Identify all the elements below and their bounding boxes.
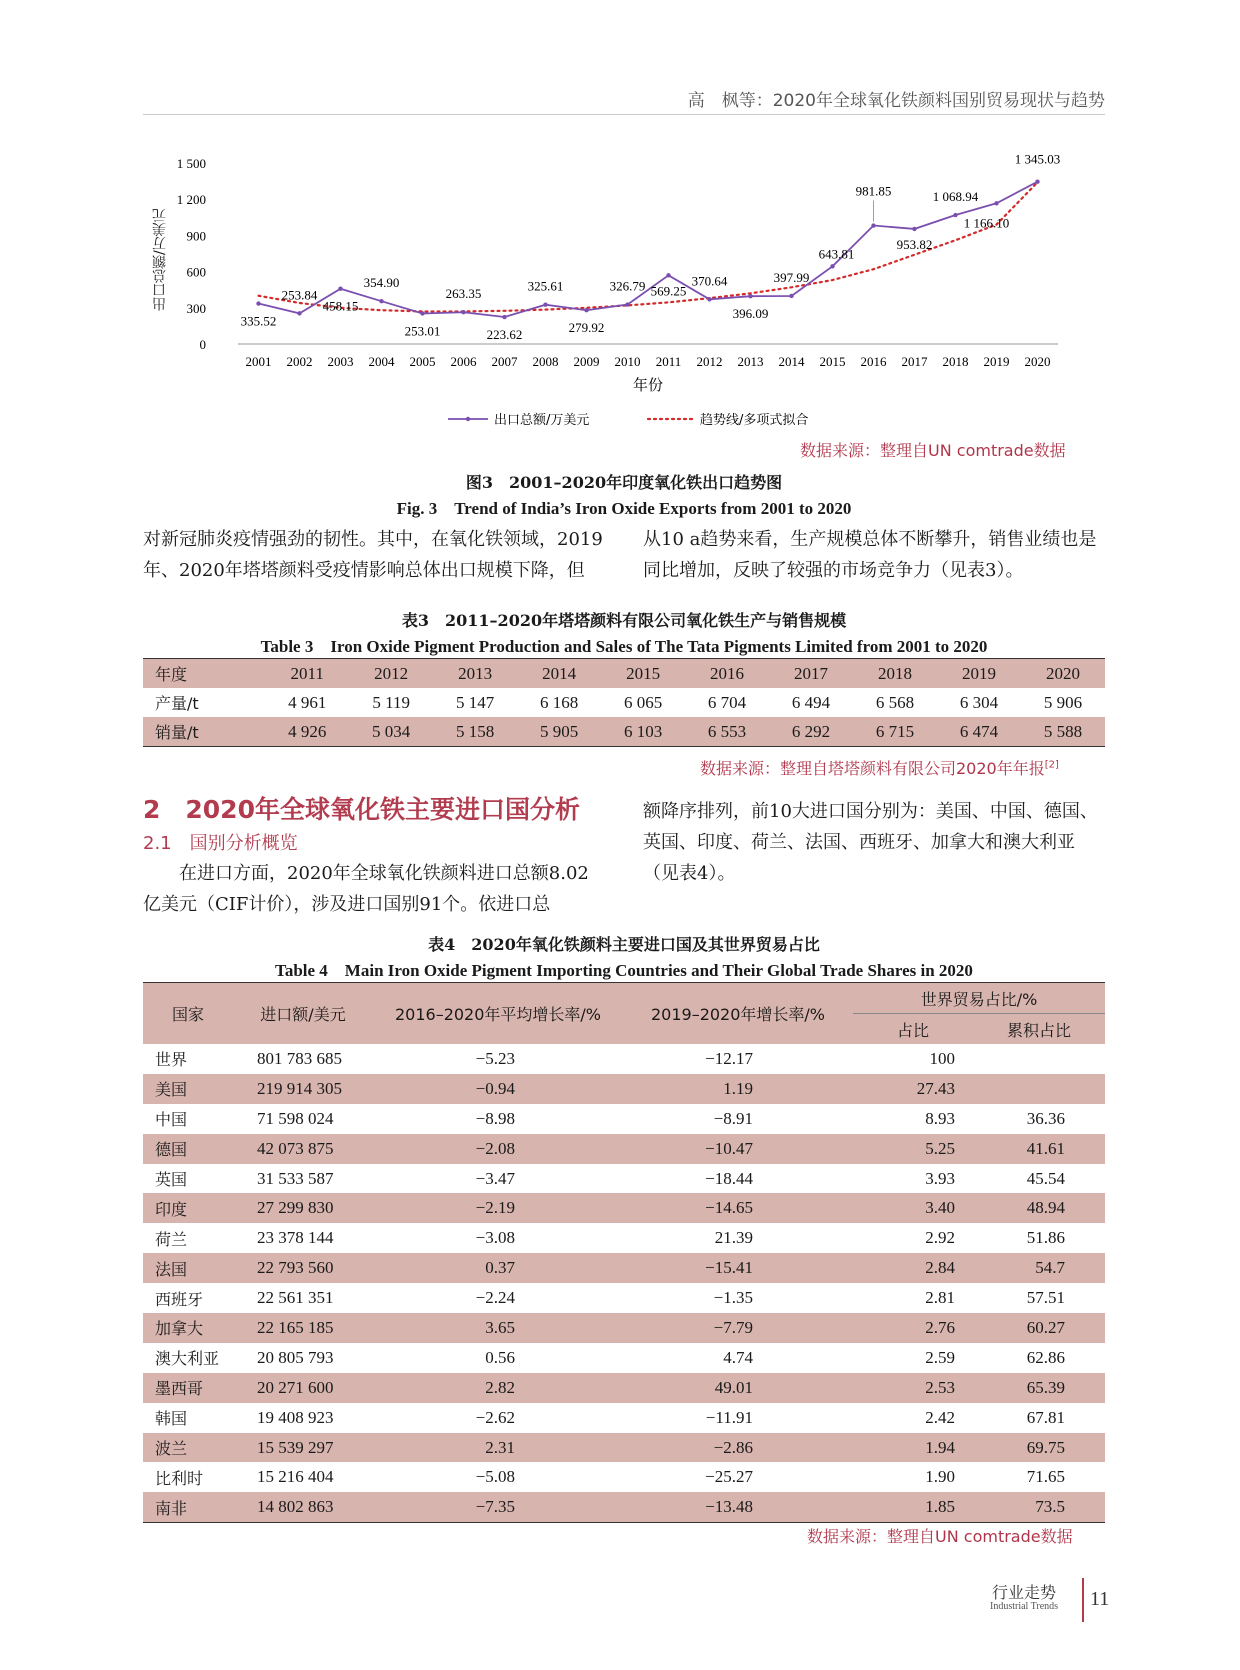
table-cell: −7.79 bbox=[623, 1313, 853, 1343]
table-cell: −2.08 bbox=[373, 1134, 623, 1164]
table-cell: 67.81 bbox=[1026, 1407, 1065, 1427]
y-tick-label: 1 500 bbox=[176, 156, 206, 171]
legend-marker-export bbox=[466, 417, 470, 421]
data-label: 397.99 bbox=[773, 269, 810, 285]
table-cell: 14 802 863 bbox=[233, 1492, 373, 1522]
india-export-line-chart bbox=[148, 148, 1088, 438]
data-label: 458.15 bbox=[322, 298, 359, 314]
table-cell: 27 299 830 bbox=[233, 1193, 373, 1223]
table-cell: −13.48 bbox=[623, 1492, 853, 1522]
table-cell: 1.85 bbox=[853, 1492, 973, 1522]
table-row bbox=[143, 1104, 1105, 1134]
table-cell: 2020 bbox=[1021, 659, 1105, 689]
table-cell: 南非 bbox=[143, 1492, 233, 1522]
table-cell: 韩国 bbox=[155, 1409, 188, 1429]
body-left-column-2 bbox=[143, 858, 605, 920]
table-cell: 8.93 bbox=[925, 1108, 955, 1128]
data-label: 253.84 bbox=[281, 287, 318, 303]
table-cell: 15 539 297 bbox=[233, 1433, 373, 1463]
table-row bbox=[143, 1373, 1105, 1403]
header-country: 国家 bbox=[143, 983, 233, 1045]
data-point bbox=[543, 303, 547, 307]
table-cell: −2.86 bbox=[623, 1433, 853, 1463]
table-cell: 42 073 875 bbox=[233, 1134, 373, 1164]
table-cell: 31 533 587 bbox=[257, 1168, 334, 1188]
header-share-group: 世界贸易占比/% bbox=[853, 983, 1105, 1014]
data-point bbox=[297, 311, 301, 315]
table3-caption-en: Table 3 Iron Oxide Pigment Production and Sales of The Tata Pigments Limited from 2001 to 2020 bbox=[260, 637, 988, 656]
table-cell: 22 561 351 bbox=[257, 1288, 334, 1308]
table-row bbox=[143, 1044, 1105, 1074]
table-cell: 西班牙 bbox=[155, 1289, 204, 1309]
x-tick-label: 2014 bbox=[778, 354, 805, 369]
data-label: 354.90 bbox=[363, 275, 400, 291]
header-import: 进口额/美元 bbox=[233, 983, 373, 1045]
table-cell: 22 793 560 bbox=[233, 1253, 373, 1283]
page-number: 11 bbox=[1090, 1588, 1110, 1610]
table3-tata-production-sales bbox=[143, 658, 1105, 747]
table-cell: 2014 bbox=[517, 659, 601, 689]
data-point bbox=[584, 308, 588, 312]
table-cell: 100 bbox=[929, 1048, 955, 1068]
data-label: 981.85 bbox=[855, 183, 892, 199]
table-cell: 2.53 bbox=[853, 1373, 973, 1403]
table-cell: 4.74 bbox=[723, 1347, 753, 1367]
table-cell: −7.35 bbox=[373, 1492, 623, 1522]
x-tick-label: 2006 bbox=[450, 354, 477, 369]
table-cell: 法国 bbox=[143, 1253, 233, 1283]
table-cell: 美国 bbox=[143, 1074, 233, 1104]
table4-source: 数据来源：整理自UN comtrade数据 bbox=[807, 1527, 1073, 1546]
legend-label-trend: 趋势线/多项式拟合 bbox=[700, 413, 809, 428]
data-label: 335.52 bbox=[240, 313, 277, 329]
table-cell: 印度 bbox=[143, 1193, 233, 1223]
table-cell: −2.24 bbox=[475, 1288, 515, 1308]
table-cell: 2018 bbox=[853, 659, 937, 689]
table-cell: −2.62 bbox=[475, 1407, 515, 1427]
table-cell: 19 408 923 bbox=[257, 1407, 334, 1427]
footer-section-zh: 行业走势 bbox=[992, 1583, 1057, 1602]
x-tick-label: 2002 bbox=[286, 354, 313, 369]
table-cell: 2015 bbox=[601, 659, 685, 689]
table-cell: 6 304 bbox=[959, 692, 999, 712]
data-label: 326.79 bbox=[609, 278, 646, 294]
table-cell: 0.37 bbox=[373, 1253, 623, 1283]
table-cell: −25.27 bbox=[705, 1467, 753, 1487]
table-cell: 销量/t bbox=[143, 717, 265, 747]
data-label: 1 345.03 bbox=[1014, 151, 1061, 167]
data-point bbox=[789, 294, 793, 298]
table-row bbox=[143, 1223, 1105, 1253]
table-cell: −12.17 bbox=[705, 1048, 753, 1068]
table-cell: −5.08 bbox=[475, 1467, 515, 1487]
table-cell: 6 292 bbox=[769, 717, 853, 747]
body-right-column-1 bbox=[643, 524, 1105, 586]
table-cell: 2.82 bbox=[373, 1373, 623, 1403]
table-cell: 2.92 bbox=[925, 1228, 955, 1248]
table-row bbox=[143, 717, 1105, 747]
data-point bbox=[748, 294, 752, 298]
table-cell: 71 598 024 bbox=[257, 1108, 334, 1128]
table-cell: 6 704 bbox=[707, 692, 747, 712]
x-tick-label: 2007 bbox=[491, 354, 518, 369]
data-point bbox=[625, 302, 629, 306]
paragraph-text: 额降序排列，前10大进口国分别为：美国、中国、德国、英国、印度、荷兰、法国、西班牙、加拿大和澳大利亚（见表4）。 bbox=[643, 801, 1098, 884]
x-tick-label: 2012 bbox=[696, 354, 723, 369]
data-label: 223.62 bbox=[486, 327, 523, 343]
table-row bbox=[143, 1074, 1105, 1104]
table-cell: 5 034 bbox=[349, 717, 433, 747]
table-cell: −5.23 bbox=[475, 1048, 515, 1068]
table-cell: 27.43 bbox=[853, 1074, 973, 1104]
x-tick-label: 2020 bbox=[1024, 354, 1051, 369]
table-cell: 2017 bbox=[769, 659, 853, 689]
table-cell: 6 168 bbox=[539, 692, 579, 712]
x-tick-label: 2015 bbox=[819, 354, 846, 369]
data-point bbox=[502, 315, 506, 319]
table-cell: 6 494 bbox=[791, 692, 831, 712]
table-cell: 2.84 bbox=[853, 1253, 973, 1283]
table-cell: 6 715 bbox=[853, 717, 937, 747]
x-tick-label: 2001 bbox=[245, 354, 272, 369]
table-cell: 比利时 bbox=[155, 1468, 204, 1488]
table-cell: 20 271 600 bbox=[233, 1373, 373, 1403]
table-cell: −10.47 bbox=[623, 1134, 853, 1164]
x-tick-label: 2003 bbox=[327, 354, 354, 369]
table-cell: 5 906 bbox=[1043, 692, 1083, 712]
paragraph-text: 对新冠肺炎疫情强劲的韧性。其中，在氧化铁领域，2019年、2020年塔塔颜料受疫情影响总体出口规模下降，但 bbox=[143, 529, 603, 581]
chart-y-axis-title: 出口总额/万美元 bbox=[152, 208, 168, 312]
x-tick-label: 2011 bbox=[655, 354, 682, 369]
table-cell: −11.91 bbox=[705, 1407, 753, 1427]
table-cell: 6 065 bbox=[623, 692, 663, 712]
table-cell: 57.51 bbox=[1026, 1288, 1065, 1308]
table-cell: 49.01 bbox=[623, 1373, 853, 1403]
table-cell: 2.31 bbox=[373, 1433, 623, 1463]
table-cell: 65.39 bbox=[973, 1373, 1105, 1403]
data-point bbox=[666, 273, 670, 277]
table-cell: 2011 bbox=[265, 659, 349, 689]
table-cell: 6 553 bbox=[685, 717, 769, 747]
data-label: 253.01 bbox=[404, 323, 441, 339]
table-cell: 英国 bbox=[155, 1170, 188, 1189]
table-cell: 中国 bbox=[155, 1110, 188, 1130]
data-label: 263.35 bbox=[445, 286, 482, 302]
table-row bbox=[143, 1164, 1105, 1194]
table-row bbox=[143, 1283, 1105, 1313]
table-cell: −3.47 bbox=[475, 1168, 515, 1188]
data-point bbox=[379, 299, 383, 303]
data-point bbox=[871, 223, 875, 227]
data-label: 569.25 bbox=[650, 283, 687, 299]
footer-section-en: Industrial Trends bbox=[990, 1601, 1059, 1612]
data-point bbox=[707, 297, 711, 301]
table-cell: 2012 bbox=[349, 659, 433, 689]
data-point bbox=[953, 213, 957, 217]
table-row bbox=[143, 1433, 1105, 1463]
table-cell: 世界 bbox=[155, 1050, 188, 1070]
table-cell: 73.5 bbox=[973, 1492, 1105, 1522]
data-point bbox=[338, 287, 342, 291]
table-cell: 产量/t bbox=[155, 694, 199, 713]
table-cell: 荷兰 bbox=[155, 1229, 188, 1249]
y-tick-label: 0 bbox=[199, 337, 206, 352]
table-cell: 5.25 bbox=[853, 1134, 973, 1164]
y-tick-label: 900 bbox=[186, 228, 206, 244]
table-cell: −8.98 bbox=[475, 1108, 515, 1128]
table4-caption-zh: 表4 2020年氧化铁颜料主要进口国及其世界贸易占比 bbox=[428, 935, 820, 954]
table-cell: −15.41 bbox=[623, 1253, 853, 1283]
table-cell: 5 158 bbox=[433, 717, 517, 747]
table-row bbox=[143, 1253, 1105, 1283]
table-cell: 3.93 bbox=[925, 1168, 955, 1188]
table-cell: 5 588 bbox=[1021, 717, 1105, 747]
table-cell: −2.19 bbox=[373, 1193, 623, 1223]
data-label: 279.92 bbox=[568, 320, 605, 336]
table-cell: 48.94 bbox=[973, 1193, 1105, 1223]
table-cell: 20 805 793 bbox=[257, 1347, 334, 1367]
table-row bbox=[143, 1462, 1105, 1492]
table-cell bbox=[973, 1044, 1105, 1074]
body-left-column-1 bbox=[143, 524, 605, 586]
table-cell: 2.76 bbox=[853, 1313, 973, 1343]
table-cell: 69.75 bbox=[973, 1433, 1105, 1463]
table-cell: −3.08 bbox=[475, 1228, 515, 1248]
table3-source-ref: [2] bbox=[1044, 759, 1059, 771]
table-cell: 2013 bbox=[433, 659, 517, 689]
x-tick-label: 2009 bbox=[573, 354, 600, 369]
table-cell: −8.91 bbox=[713, 1108, 753, 1128]
table-cell: 1.94 bbox=[853, 1433, 973, 1463]
table-cell: 6 474 bbox=[937, 717, 1021, 747]
header-growth: 2019–2020年增长率/% bbox=[623, 983, 853, 1045]
table-cell: 澳大利亚 bbox=[155, 1349, 220, 1369]
data-label: 396.09 bbox=[732, 306, 769, 322]
table-cell bbox=[973, 1074, 1105, 1104]
data-point bbox=[830, 264, 834, 268]
table-cell: 年度 bbox=[143, 659, 265, 689]
table-cell: 3.40 bbox=[853, 1193, 973, 1223]
table-row bbox=[143, 1193, 1105, 1223]
table-cell: 23 378 144 bbox=[257, 1228, 334, 1248]
x-tick-label: 2019 bbox=[983, 354, 1010, 369]
table3-caption-zh: 表3 2011–2020年塔塔颜料有限公司氧化铁生产与销售规模 bbox=[401, 611, 847, 630]
table-cell: 2.81 bbox=[925, 1288, 955, 1308]
table4-import-countries bbox=[143, 982, 1105, 1523]
x-tick-label: 2016 bbox=[860, 354, 887, 369]
x-tick-label: 2017 bbox=[901, 354, 928, 369]
table-cell: −0.94 bbox=[373, 1074, 623, 1104]
table-cell: 22 165 185 bbox=[233, 1313, 373, 1343]
data-label: 953.82 bbox=[896, 236, 933, 252]
data-point bbox=[420, 311, 424, 315]
data-point bbox=[994, 201, 998, 205]
paragraph-text: 在进口方面，2020年全球氧化铁颜料进口总额8.02亿美元（CIF计价），涉及进口国别91个。依进口总 bbox=[143, 863, 589, 915]
table-cell: 2016 bbox=[685, 659, 769, 689]
table-row bbox=[143, 688, 1105, 717]
table-cell: 60.27 bbox=[973, 1313, 1105, 1343]
header-avg-growth: 2016–2020年平均增长率/% bbox=[373, 983, 623, 1045]
table-cell: 62.86 bbox=[1026, 1347, 1065, 1367]
figure-caption-en: Fig. 3 Trend of India’s Iron Oxide Exports from 2001 to 2020 bbox=[396, 499, 852, 518]
table-row bbox=[143, 1134, 1105, 1164]
table-cell: 德国 bbox=[143, 1134, 233, 1164]
x-tick-label: 2018 bbox=[942, 354, 969, 369]
x-tick-label: 2005 bbox=[409, 354, 436, 369]
data-label: 643.81 bbox=[818, 246, 855, 262]
data-label: 370.64 bbox=[691, 273, 728, 289]
table-cell: 5 147 bbox=[456, 692, 495, 712]
x-tick-label: 2004 bbox=[368, 354, 395, 369]
table-cell: 4 961 bbox=[288, 692, 327, 712]
table-cell: −1.35 bbox=[713, 1288, 753, 1308]
header-cum-share: 累积占比 bbox=[973, 1014, 1105, 1045]
table3-source-text: 数据来源：整理自塔塔颜料有限公司2020年年报 bbox=[700, 759, 1045, 778]
table-cell: 1.19 bbox=[623, 1074, 853, 1104]
table-cell: 3.65 bbox=[373, 1313, 623, 1343]
figure-caption-zh: 图3 2001–2020年印度氧化铁出口趋势图 bbox=[465, 473, 783, 492]
legend-label-export: 出口总额/万美元 bbox=[494, 413, 590, 428]
table-cell: 45.54 bbox=[1026, 1168, 1065, 1188]
table-cell: 2.42 bbox=[925, 1407, 955, 1427]
footer-divider bbox=[1082, 1578, 1084, 1622]
footer-section-label bbox=[990, 1580, 1058, 1612]
table-cell: −18.44 bbox=[705, 1168, 753, 1188]
table4-caption-en: Table 4 Main Iron Oxide Pigment Importing Countries and Their Global Trade Shares in 2020 bbox=[275, 961, 973, 980]
table-cell: 6 568 bbox=[875, 692, 915, 712]
table-cell: 51.86 bbox=[1026, 1228, 1065, 1248]
header-share: 占比 bbox=[853, 1014, 973, 1045]
table3-source bbox=[700, 756, 1059, 779]
table-row bbox=[143, 1343, 1105, 1373]
table-cell: 2.59 bbox=[925, 1347, 955, 1367]
table-cell: 21.39 bbox=[714, 1228, 753, 1248]
table-row bbox=[143, 1492, 1105, 1522]
table-row bbox=[143, 1313, 1105, 1343]
table-cell: 2019 bbox=[937, 659, 1021, 689]
x-tick-label: 2008 bbox=[532, 354, 559, 369]
data-label: 1 166.10 bbox=[963, 215, 1010, 231]
running-title: 高 枫等：2020年全球氧化铁颜料国别贸易现状与趋势 bbox=[687, 91, 1105, 111]
figure-source: 数据来源：整理自UN comtrade数据 bbox=[800, 441, 1066, 460]
y-tick-label: 300 bbox=[186, 300, 206, 316]
y-tick-label: 600 bbox=[186, 264, 206, 280]
data-point bbox=[461, 310, 465, 314]
table-cell: 5 119 bbox=[372, 692, 410, 712]
data-label: 325.61 bbox=[527, 278, 564, 294]
table-cell: 4 926 bbox=[265, 717, 349, 747]
table-cell: 1.90 bbox=[925, 1467, 955, 1487]
table-cell: 6 103 bbox=[601, 717, 685, 747]
table-cell: 54.7 bbox=[973, 1253, 1105, 1283]
x-tick-label: 2013 bbox=[737, 354, 764, 369]
table-cell: 41.61 bbox=[973, 1134, 1105, 1164]
table-cell: 波兰 bbox=[143, 1433, 233, 1463]
subsection-heading: 2.1 国别分析概览 bbox=[143, 833, 298, 854]
paragraph-text: 从10 a趋势来看，生产规模总体不断攀升，销售业绩也是同比增加，反映了较强的市场竞争力（见表3）。 bbox=[643, 529, 1097, 581]
table-cell: 5 905 bbox=[517, 717, 601, 747]
data-point bbox=[256, 301, 260, 305]
table-cell: 36.36 bbox=[1026, 1108, 1065, 1128]
data-label: 1 068.94 bbox=[932, 189, 979, 205]
table-cell: 801 783 685 bbox=[257, 1048, 342, 1068]
table-cell: 0.56 bbox=[485, 1347, 515, 1367]
table-cell: 墨西哥 bbox=[143, 1373, 233, 1403]
x-axis-title: 年份 bbox=[632, 376, 664, 394]
table-row bbox=[143, 659, 1105, 689]
table-cell: 219 914 305 bbox=[233, 1074, 373, 1104]
section-heading: 2 2020年全球氧化铁主要进口国分析 bbox=[143, 795, 580, 824]
x-tick-label: 2010 bbox=[614, 354, 641, 369]
table-cell: 15 216 404 bbox=[257, 1467, 334, 1487]
data-point bbox=[1035, 179, 1039, 183]
table-cell: −14.65 bbox=[623, 1193, 853, 1223]
data-point bbox=[912, 227, 916, 231]
table-cell: 加拿大 bbox=[143, 1313, 233, 1343]
running-header bbox=[143, 84, 1105, 115]
body-right-column-2 bbox=[643, 796, 1105, 889]
y-tick-label: 1 200 bbox=[176, 192, 206, 208]
table-row bbox=[143, 1403, 1105, 1433]
table-cell: 71.65 bbox=[1026, 1467, 1065, 1487]
